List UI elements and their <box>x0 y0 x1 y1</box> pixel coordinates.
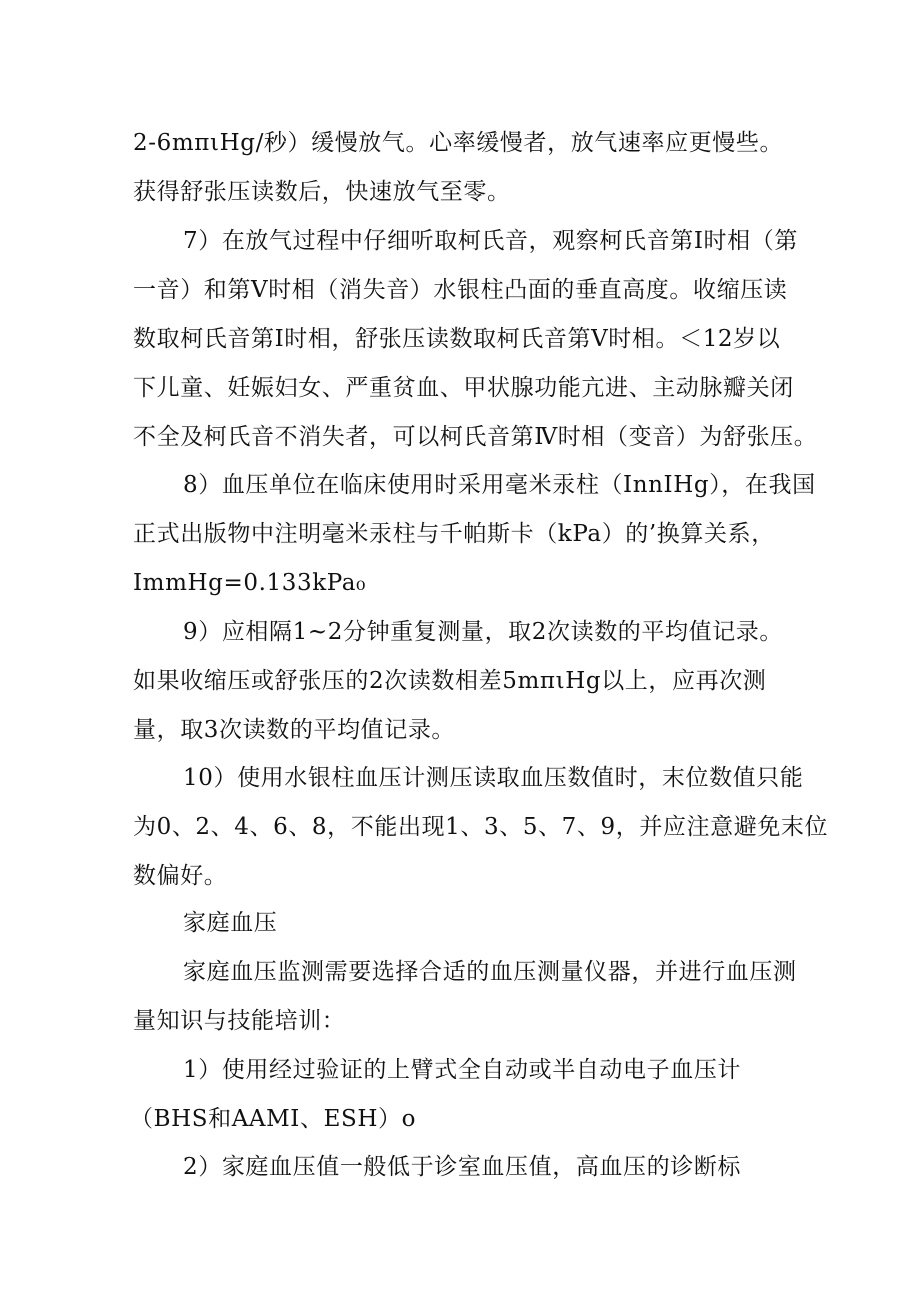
text-line: 数偏好。 <box>133 863 228 889</box>
text-line: （BHS和AAMI、ESH）o <box>130 1106 417 1132</box>
text-line: 2）家庭血压值一般低于诊室血压值，高血压的诊断标 <box>183 1154 742 1180</box>
text-line: 下儿童、妊娠妇女、严重贫血、甲状腺功能亢进、主动脉瓣关闭 <box>133 375 794 401</box>
text-line: ImmHg=0.133kPa₀ <box>133 570 366 596</box>
text-line: 量知识与技能培训： <box>133 1008 346 1034</box>
text-line: 10）使用水银柱血压计测压读取血压数值时，末位数值只能 <box>183 765 804 791</box>
text-line: 获得舒张压读数后，快速放气至零。 <box>133 179 511 205</box>
text-line: 家庭血压监测需要选择合适的血压测量仪器，并进行血压测 <box>183 959 797 985</box>
text-line: 正式出版物中注明毫米汞柱与千帕斯卡（kPa）的’换算关系， <box>133 521 775 547</box>
text-line: 为0、2、4、6、8，不能出现1、3、5、7、9，并应注意避免末位 <box>133 814 829 840</box>
text-line: 2-6mπιHg/秒）缓慢放气。心率缓慢者，放气速率应更慢些。 <box>133 130 784 156</box>
text-line: 1）使用经过验证的上臂式全自动或半自动电子血压计 <box>183 1057 742 1083</box>
text-line: 数取柯氏音第Ⅰ时相，舒张压读数取柯氏音第Ⅴ时相。＜12岁以 <box>133 326 781 352</box>
text-line: 一音）和第Ⅴ时相（消失音）水银柱凸面的垂直高度。收缩压读 <box>133 277 788 303</box>
text-line: 量，取3次读数的平均值记录。 <box>133 717 456 743</box>
section-heading: 家庭血压 <box>183 910 278 936</box>
text-line: 不全及柯氏音不消失者，可以柯氏音第Ⅳ时相（变音）为舒张压。 <box>133 424 818 450</box>
text-line: 7）在放气过程中仔细听取柯氏音，观察柯氏音第Ⅰ时相（第 <box>183 228 798 254</box>
text-line: 8）血压单位在临床使用时采用毫米汞柱（InnIHg），在我国 <box>183 472 816 498</box>
text-line: 9）应相隔1~2分钟重复测量，取2次读数的平均值记录。 <box>183 619 784 645</box>
text-line: 如果收缩压或舒张压的2次读数相差5mπιHg以上，应再次测 <box>133 668 767 694</box>
